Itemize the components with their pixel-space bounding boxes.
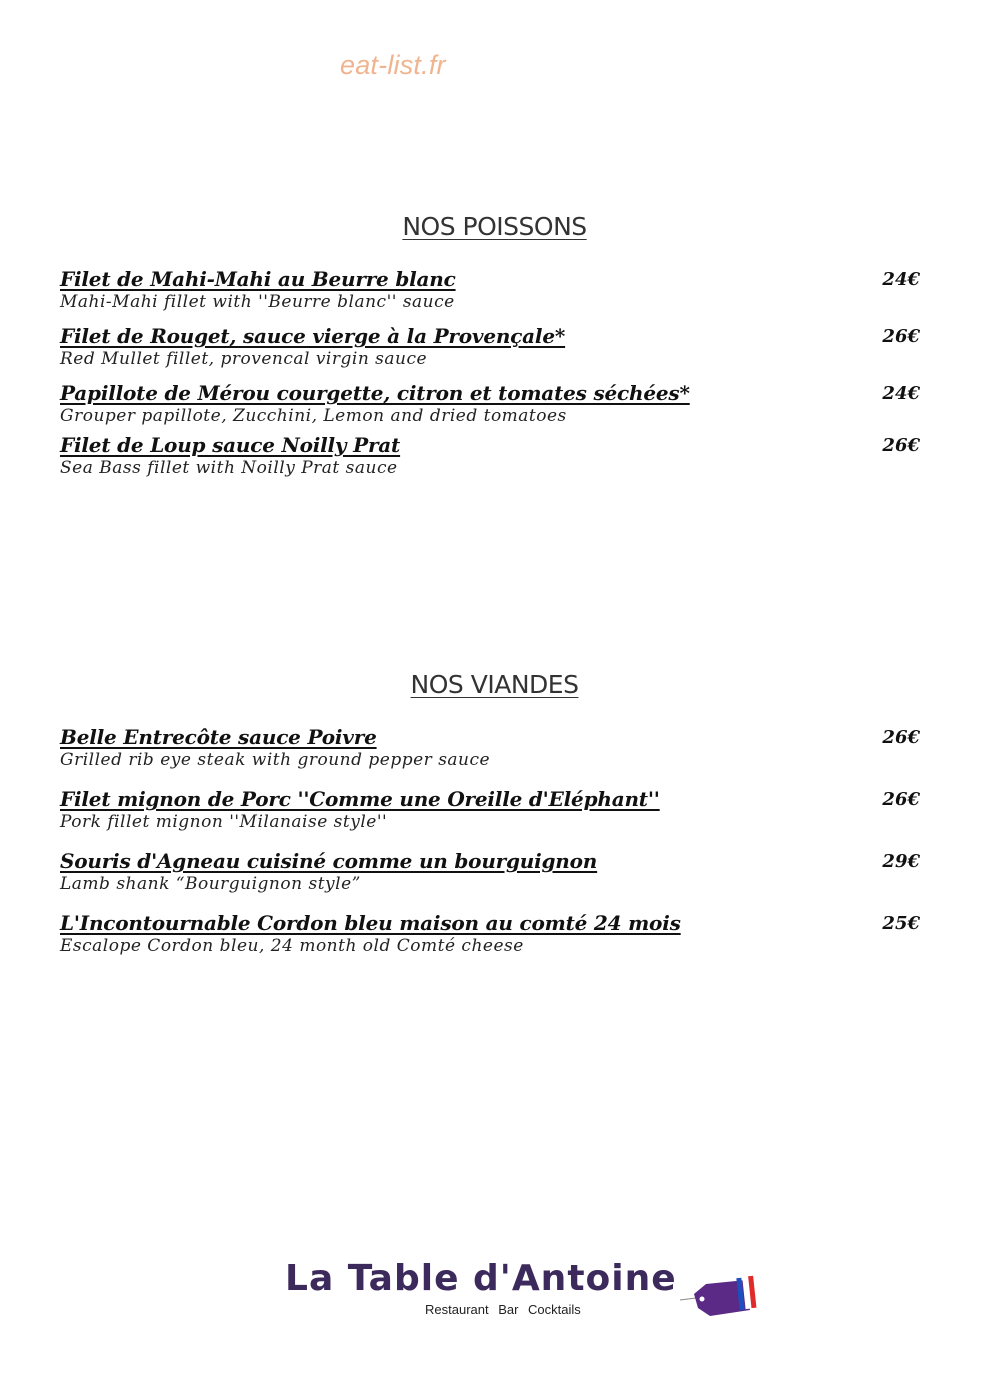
item-price: 24€ xyxy=(882,269,920,290)
item-price: 26€ xyxy=(882,435,920,456)
logo-tagline: Restaurant Bar Cocktails xyxy=(425,1302,581,1317)
item-name: Filet mignon de Porc ''Comme une Oreille d'Eléphant'' xyxy=(60,787,660,811)
item-name: Belle Entrecôte sauce Poivre xyxy=(60,725,377,749)
item-price: 26€ xyxy=(882,789,920,810)
menu-item xyxy=(60,725,930,770)
menu-item xyxy=(60,433,930,478)
menu-item xyxy=(60,787,930,832)
item-name: Papillote de Mérou courgette, citron et tomates séchées* xyxy=(60,381,690,405)
item-description: Sea Bass fillet with Noilly Prat sauce xyxy=(60,458,398,478)
item-price: 25€ xyxy=(882,913,920,934)
menu-item xyxy=(60,381,930,426)
item-description: Grilled rib eye steak with ground pepper sauce xyxy=(60,750,491,770)
item-name: Filet de Mahi-Mahi au Beurre blanc xyxy=(60,267,456,291)
item-name: Souris d'Agneau cuisiné comme un bourguignon xyxy=(60,849,598,873)
item-description: Red Mullet fillet, provencal virgin sauce xyxy=(60,349,428,369)
menu-item xyxy=(60,324,930,369)
item-price: 26€ xyxy=(882,326,920,347)
menu-item xyxy=(60,267,930,312)
restaurant-logo xyxy=(285,1258,765,1328)
menu-item xyxy=(60,911,930,956)
item-name: Filet de Loup sauce Noilly Prat xyxy=(60,433,401,457)
price-tag-icon xyxy=(680,1270,760,1322)
item-description: Pork fillet mignon ''Milanaise style'' xyxy=(60,812,388,832)
section-title-poissons: NOS POISSONS xyxy=(402,212,587,241)
item-description: Lamb shank “Bourguignon style” xyxy=(60,874,361,894)
item-price: 24€ xyxy=(882,383,920,404)
item-description: Escalope Cordon bleu, 24 month old Comté cheese xyxy=(60,936,524,956)
menu-item xyxy=(60,849,930,894)
item-name: L'Incontournable Cordon bleu maison au comté 24 mois xyxy=(60,911,681,935)
item-name: Filet de Rouget, sauce vierge à la Provençale* xyxy=(60,324,566,348)
item-price: 26€ xyxy=(882,727,920,748)
watermark-text: eat-list.fr xyxy=(340,50,446,80)
logo-name: La Table d'Antoine xyxy=(285,1258,677,1299)
item-description: Mahi-Mahi fillet with ''Beurre blanc'' sauce xyxy=(60,292,455,312)
section-title-viandes: NOS VIANDES xyxy=(410,670,579,699)
item-price: 29€ xyxy=(882,851,920,872)
item-description: Grouper papillote, Zucchini, Lemon and dried tomatoes xyxy=(60,406,567,426)
